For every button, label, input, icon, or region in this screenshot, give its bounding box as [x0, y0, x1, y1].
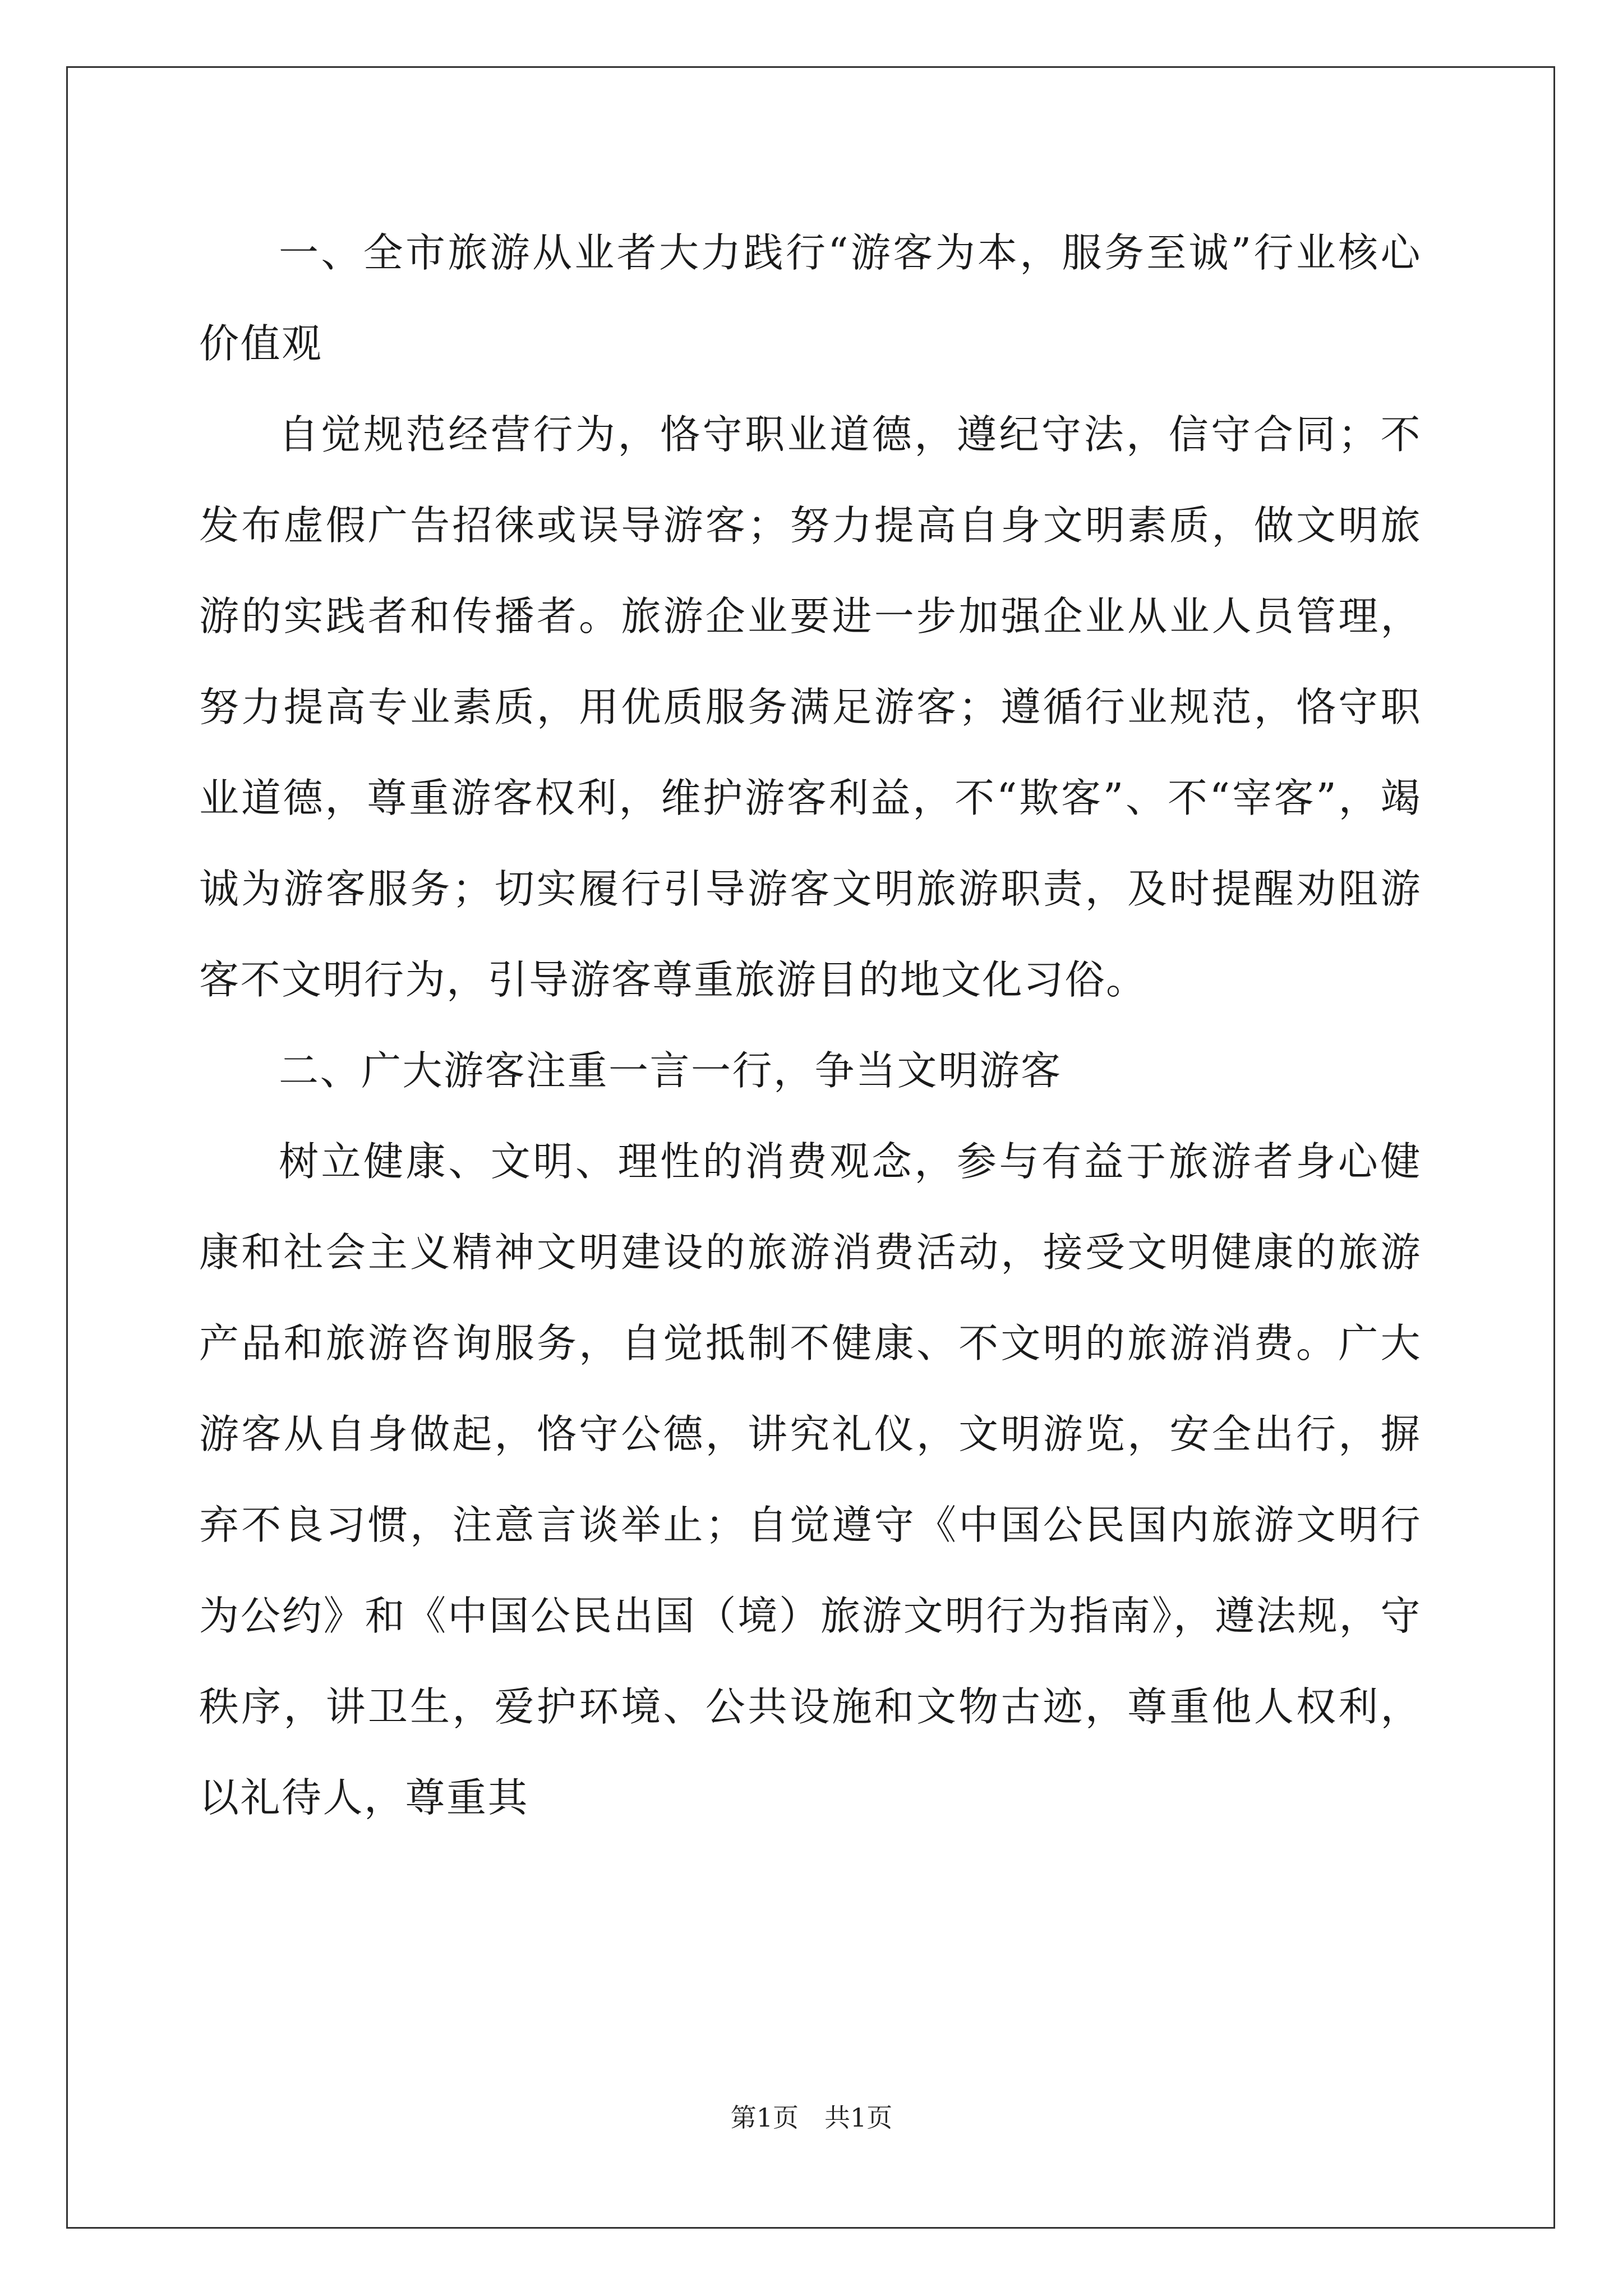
section-heading-2: 二、广大游客注重一言一行，争当文明游客	[279, 1047, 1062, 1094]
document-body	[199, 208, 1422, 1843]
section-heading-1: 一、全市旅游从业者大力践行“游客为本，服务至诚”行业核心价值观	[199, 229, 1422, 367]
body-paragraph-1: 自觉规范经营行为，恪守职业道德，遵纪守法，信守合同；不发布虚假广告招徕或误导游客；努力提高自身文明素质，做文明旅游的实践者和传播者。旅游企业要进一步加强企业从业人员管理，努力提高专业素质，用优质服务满足游客；遵循行业规范，恪守职业道德，尊重游客权利，维护游客利益，不“欺客”、不“宰客”，竭诚为游客服务；切实履行引导游客文明旅游职责，及时提醒劝阻游客不文明行为，引导游客尊重旅游目的地文化习俗。	[199, 411, 1422, 1003]
body-paragraph-2: 树立健康、文明、理性的消费观念，参与有益于旅游者身心健康和社会主义精神文明建设的旅游消费活动，接受文明健康的旅游产品和旅游咨询服务，自觉抵制不健康、不文明的旅游消费。广大游客从自身做起，恪守公德，讲究礼仪，文明游览，安全出行，摒弃不良习惯，注意言谈举止；自觉遵守《中国公民国内旅游文明行为公约》和《中国公民出国（境）旅游文明行为指南》，遵法规，守秩序，讲卫生，爱护环境、公共设施和文物古迹，尊重他人权利，以礼待人，尊重其	[199, 1138, 1422, 1821]
page-footer: 第1页 共1页	[730, 2102, 893, 2133]
